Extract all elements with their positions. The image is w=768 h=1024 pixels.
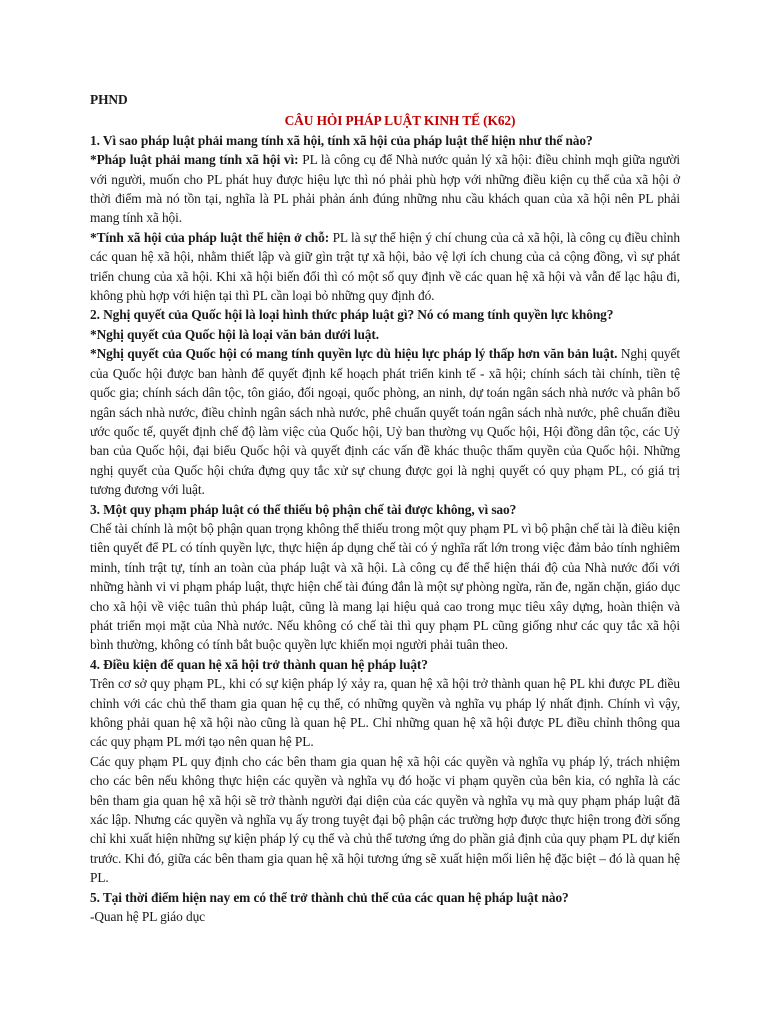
answer-2-paragraph: [90, 344, 680, 499]
answer-2-line-1: *Nghị quyết của Quốc hội là loại văn bản dưới luật.: [90, 326, 380, 342]
question-1: 1. Vì sao pháp luật phải mang tính xã hội, tính xã hội của pháp luật thể hiện như thế nào?: [90, 132, 593, 148]
answer-1-paragraph-1: [90, 150, 680, 228]
question-5: 5. Tại thời điểm hiện nay em có thể trở thành chủ thể của các quan hệ pháp luật nào?: [90, 889, 569, 905]
answer-1-text-1: PL là công cụ để Nhà nước quản lý xã hội: điều chỉnh mqh giữa người với người, muốn cho PL phát huy được hiệu lực thì nó phải phù hợp với những điều kiện cụ thể của xã hội ở thời điểm mà nó tồn tại, nghĩa là PL phải phản ánh đúng những nhu cầu khách quan của xã hội nên PL phải mang tính xã hội.: [90, 152, 680, 226]
document-header: PHND: [90, 92, 128, 107]
answer-1-paragraph-2: [90, 228, 680, 306]
answer-2-text: Nghị quyết của Quốc hội được ban hành để quyết định kế hoạch phát triển kinh tế - xã hội; chính sách tài chính, tiền tệ quốc gia; chính sách dân tộc, tôn giáo, đối ngoại, quốc phòng, an ninh, dự toán ngân sách nhà nước và phân bổ ngân sách nhà nước, điều chỉnh ngân sách nhà nước, phê chuẩn quyết toán ngân sách nhà nước, phê chuẩn điều ước quốc tế, quyết định chế độ làm việc của Quốc hội, Uỷ ban thường vụ Quốc hội, Hội đồng dân tộc, các Uỷ ban của Quốc hội, đại biểu Quốc hội và quyết định các vấn đề khác thuộc thẩm quyền của Quốc hội. Những nghị quyết của Quốc hội chứa đựng quy tắc xử sự chung được gọi là nghị quyết có quy phạm PL, có giá trị tương đương với luật.: [90, 346, 680, 498]
document-body: [90, 90, 680, 926]
answer-2-lead: *Nghị quyết của Quốc hội có mang tính quyền lực dù hiệu lực pháp lý thấp hơn văn bản luật.: [90, 346, 618, 362]
answer-5-item-1: -Quan hệ PL giáo dục: [90, 909, 206, 925]
answer-1-lead-2: *Tính xã hội của pháp luật thể hiện ở chỗ:: [90, 229, 330, 245]
answer-1-text-2: PL là sự thể hiện ý chí chung của cả xã hội, là công cụ điều chỉnh các quan hệ xã hội, nhằm thiết lập và giữ gìn trật tự xã hội, bảo vệ lợi ích chung của cả cộng đồng, vì sự phát triển chung của xã hội. Khi xã hội biến đổi thì có một số quy định về các quan hệ xã hội và vẫn để lạc hậu đi, không phù hợp với hiện tại thì PL cần loại bỏ những quy định đó.: [90, 229, 680, 304]
document-title: CÂU HỎI PHÁP LUẬT KINH TẾ (K62): [284, 113, 516, 129]
question-4: 4. Điều kiện để quan hệ xã hội trở thành quan hệ pháp luật?: [90, 656, 428, 672]
question-3: 3. Một quy phạm pháp luật có thể thiếu bộ phận chế tài được không, vì sao?: [90, 501, 517, 517]
question-2: 2. Nghị quyết của Quốc hội là loại hình thức pháp luật gì? Nó có mang tính quyền lực không?: [90, 307, 614, 323]
answer-1-lead-1: *Pháp luật phải mang tính xã hội vì:: [90, 152, 299, 168]
answer-3-paragraph: Chế tài chính là một bộ phận quan trọng không thể thiếu trong một quy phạm PL vì bộ phận chế tài là điều kiện tiên quyết để PL có tính quyền lực, thực hiện áp dụng chế tài có ý nghĩa rất lớn trong việc đảm bảo tính nghiêm minh, tính trật tự, tính an toàn của pháp luật và xã hội. Là công cụ để thể hiện thái độ của Nhà nước đối với những hành vi vi phạm pháp luật, thực hiện chế tài đúng đắn là một sự phòng ngừa, răn đe, ngăn chặn, giáo dục cho xã hội về việc tuân thủ pháp luật, cũng là mang lại hiệu quả cao trong mục tiêu xây dựng, hoàn thiện và phát triển mọi mặt của Nhà nước. Nếu không có chế tài thì quy phạm PL cũng giống như các quy tắc xã hội bình thường, không có tính bắt buộc quyền lực khiến mọi người phải tuân theo.: [90, 520, 680, 653]
answer-4-paragraph-1: Trên cơ sở quy phạm PL, khi có sự kiện pháp lý xảy ra, quan hệ xã hội trở thành quan hệ PL khi được PL điều chỉnh với các chủ thể tham gia quan hệ cụ thể, có những quyền và nghĩa vụ pháp lý nhất định. Chính vì vậy, không phải quan hệ xã hội nào cũng là quan hệ PL. Chỉ những quan hệ xã hội được PL điều chỉnh thông qua các quy phạm PL mới tạo nên quan hệ PL.: [90, 676, 680, 750]
answer-4-paragraph-2: Các quy phạm PL quy định cho các bên tham gia quan hệ xã hội các quyền và nghĩa vụ pháp lý, trách nhiệm cho các bên nếu không thực hiện các quyền và nghĩa vụ đó hoặc vi phạm quyền của bên kia, có nghĩa là các bên tham gia quan hệ xã hội sẽ trở thành người đại diện của các quyền và nghĩa vụ mà quy phạm pháp luật đã xác lập. Nhưng các quyền và nghĩa vụ ấy trong tuyệt đại bộ phận các trường hợp được thực hiện trong đời sống chỉ khi xuất hiện những sự kiện pháp lý cụ thể và chủ thể tương ứng do phần giả định của quy phạm PL dự kiến trước. Khi đó, giữa các bên tham gia quan hệ xã hội tương ứng sẽ xuất hiện mối liên hệ đặc biệt – đó là quan hệ PL.: [90, 753, 680, 886]
